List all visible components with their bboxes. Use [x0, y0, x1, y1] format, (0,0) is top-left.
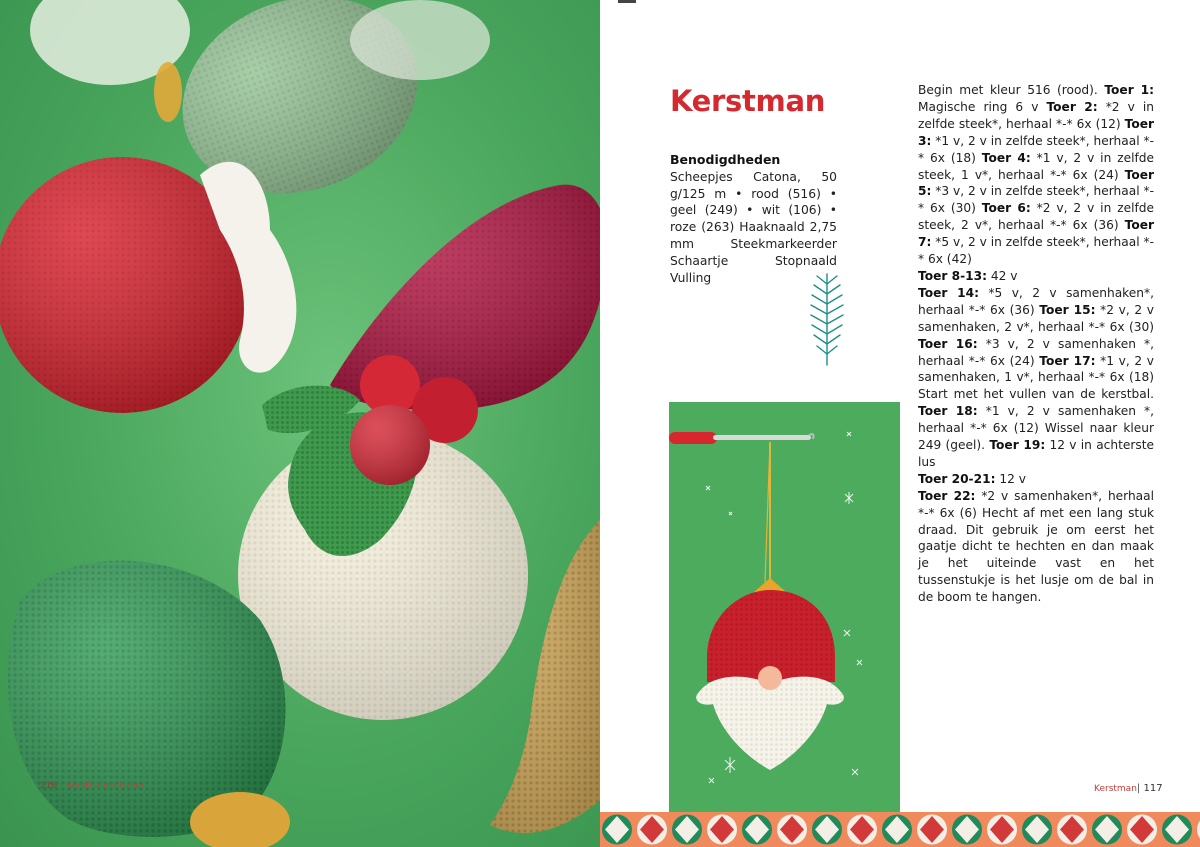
- pattern-round-label: Toer 17:: [1039, 353, 1096, 368]
- pattern-round-text: 42 v: [986, 268, 1018, 283]
- fir-branch-icon: [808, 272, 846, 367]
- decorative-pattern-band: [600, 812, 1200, 847]
- pattern-round-label: Toer 3:: [918, 116, 1154, 148]
- materials-block: [670, 152, 837, 286]
- pattern-round-text: *2 v samenhaken*, herhaal *-* 6x (6) Hecht af met een lang stuk draad. Dit gebruik je om eerst het gaatje dicht te hechten en dan maak je het uiteinde vast en het tussenstukje is het lusje om de bal in de boom te hangen.: [918, 488, 1155, 605]
- page-edge-mark: [618, 0, 636, 3]
- materials-list: Scheepjes Catona, 50 g/125 m • rood (516) • geel (249) • wit (106) • roze (263) Haaknaald 2,75 mm Steekmarkeerder Schaartje Stopnaald Vulling: [670, 169, 837, 285]
- pattern-round-label: Toer 16:: [918, 336, 978, 351]
- pattern-round-label: Toer 4:: [981, 150, 1031, 165]
- pattern-round-text: *2 v, 2 v samenhaken, 2 v*, herhaal *-* 6x (30): [918, 302, 1154, 334]
- santa-ornament-photo: [669, 402, 900, 812]
- pattern-round-label: Toer 2:: [1046, 99, 1098, 114]
- pattern-round-label: Toer 1:: [1104, 83, 1154, 97]
- pattern-round-text: *3 v, 2 v in zelfde steek*, herhaal *-* 6x (30): [918, 184, 1154, 216]
- pattern-round-text: 12 v in achterste lus: [918, 438, 1155, 469]
- pattern-round-label: Toer 19:: [989, 438, 1046, 453]
- pattern-round-label: Toer 6:: [981, 201, 1031, 216]
- pattern-round-text: *2 v, 2 v in zelfde steek, 2 v*, herhaal *-* 6x (36): [918, 201, 1154, 233]
- right-page: [600, 0, 1200, 847]
- pattern-round-label: Toer 5:: [918, 167, 1154, 199]
- pattern-round-text: *3 v, 2 v samenhaken *, herhaal *-* 6x (24): [918, 336, 1154, 368]
- pattern-round-label: Toer 22:: [918, 488, 976, 503]
- pattern-round-text: *5 v, 2 v samenhaken*, herhaal *-* 6x (36): [918, 285, 1154, 317]
- pattern-round-text: *1 v, 2 v samenhaken, 1 v*, herhaal *-* 6x (18) Start met het vullen van de kerstbal.: [918, 353, 1154, 402]
- folio-section-title: Kerstman: [1094, 784, 1137, 794]
- folio-separator: |: [1136, 783, 1141, 794]
- pattern-round-text: *1 v, 2 v in zelfde steek, 1 v*, herhaal *-* 6x (24): [918, 150, 1154, 182]
- pattern-paragraph: [918, 82, 1154, 606]
- left-folio: [40, 781, 147, 791]
- santa-ornament-illustration: [669, 402, 900, 812]
- pattern-round-label: Toer 7:: [918, 218, 1154, 250]
- right-page-number: 117: [1143, 783, 1163, 794]
- pattern-round-label: Toer 18:: [918, 404, 978, 419]
- pattern-round-label: Toer 15:: [1039, 302, 1096, 317]
- pattern-round-label: Toer 14:: [918, 285, 979, 300]
- pattern-round-text: 12 v: [995, 471, 1026, 486]
- pattern-round-text: Magische ring 6 v: [918, 99, 1047, 114]
- band-pattern: [600, 812, 1200, 847]
- pattern-round-label: Toer 8-13:: [918, 268, 987, 283]
- pattern-round-text: *1 v, 2 v samenhaken *, herhaal *-* 6x (12) Wissel naar kleur 249 (geel).: [918, 404, 1154, 453]
- pattern-round-text: *5 v, 2 v in zelfde steek*, herhaal *-* 6x (42): [918, 235, 1154, 267]
- left-page-number: 116: [40, 781, 58, 791]
- pattern-round-text: *1 v, 2 v in zelfde steek*, herhaal *-* 6x (18): [918, 133, 1154, 165]
- pattern-round-label: Toer 20-21:: [918, 471, 996, 486]
- right-folio: [1094, 783, 1163, 794]
- pattern-round-text: Begin met kleur 516 (rood).: [918, 83, 1105, 97]
- pattern-title: Kerstman: [670, 84, 826, 118]
- folio-separator: |: [60, 781, 64, 791]
- pattern-instructions: [918, 82, 1154, 606]
- pattern-round-text: *2 v in zelfde steek*, herhaal *-* 6x (12): [918, 99, 1154, 131]
- left-folio-title: Kerstballen haken: [65, 781, 147, 791]
- materials-heading: Benodigdheden: [670, 152, 781, 167]
